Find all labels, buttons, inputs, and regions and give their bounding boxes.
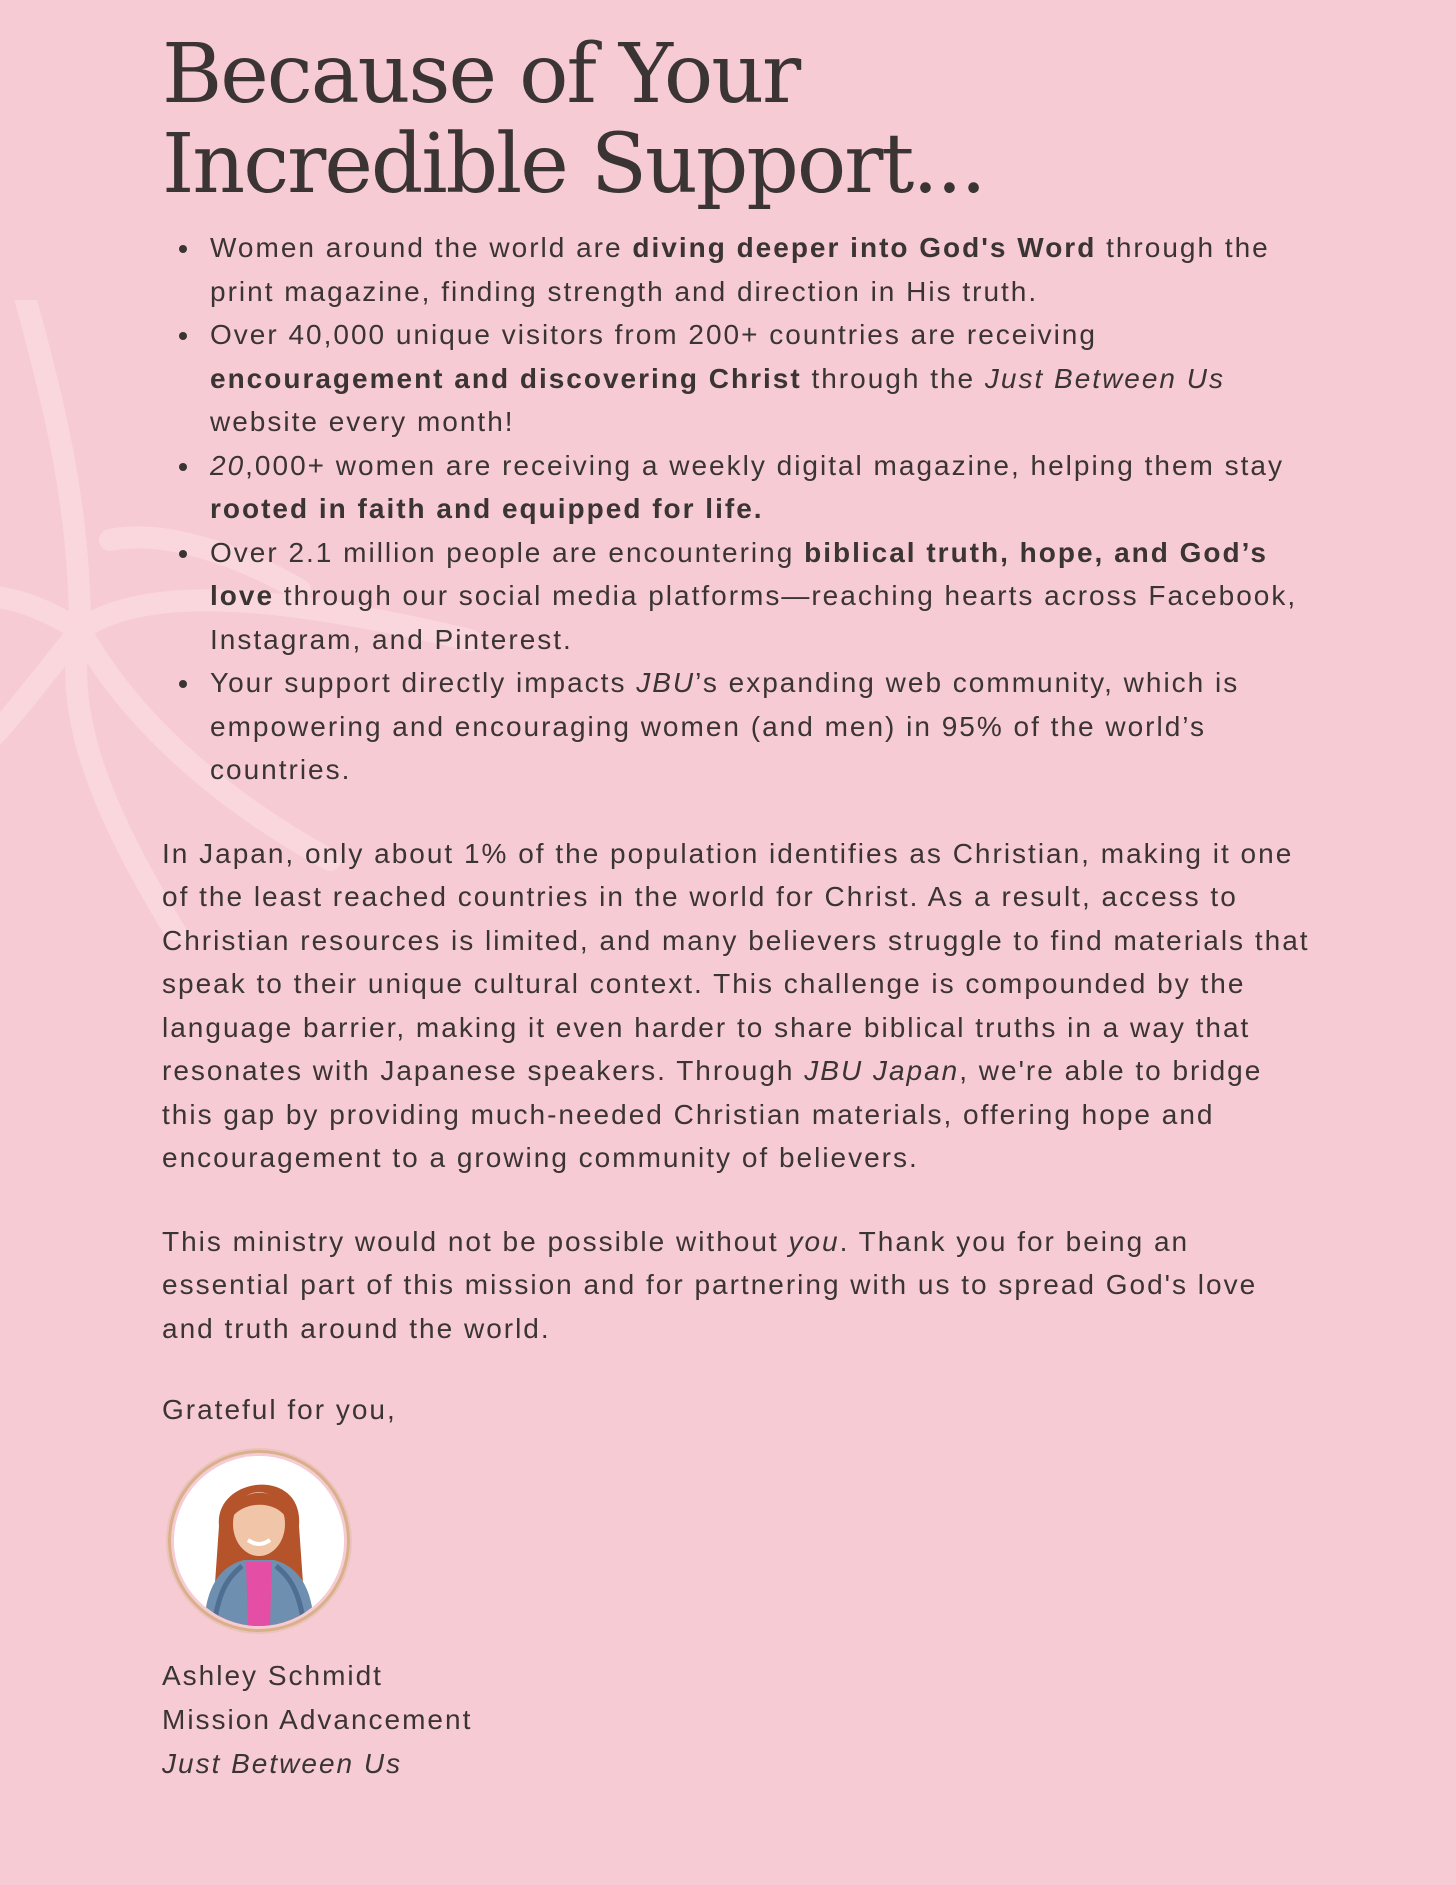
list-item: Over 40,000 unique visitors from 200+ countries are receiving encouragement and discovering Christ through the Just Between Us website every month! [210, 313, 1300, 444]
avatar-photo [174, 1456, 344, 1626]
signature-role: Mission Advancement [162, 1704, 473, 1735]
title-line-2: Incredible Support... [162, 117, 985, 212]
portrait-icon [174, 1456, 344, 1626]
impact-list [162, 226, 1312, 792]
list-item: Over 2.1 million people are encountering biblical truth, hope, and God’s love through our social media platforms—reaching hearts across Facebook, Instagram, and Pinterest. [210, 531, 1300, 662]
list-item: 20,000+ women are receiving a weekly digital magazine, helping them stay rooted in faith and equipped for life. [210, 444, 1300, 531]
avatar [168, 1450, 350, 1632]
signature-name: Ashley Schmidt [162, 1660, 383, 1691]
page-title [162, 27, 1312, 212]
list-item: Women around the world are diving deeper into God's Word through the print magazine, finding strength and direction in His truth. [210, 226, 1300, 313]
signature-block [162, 1654, 1312, 1786]
japan-paragraph: In Japan, only about 1% of the population identifies as Christian, making it one of the least reached countries in the world for Christ. As a result, access to Christian resources is limited, and many believers struggle to find materials that speak to their unique cultural context. This challenge is compounded by the language barrier, making it even harder to share biblical truths in a way that resonates with Japanese speakers. Through JBU Japan, we're able to bridge this gap by providing much-needed Christian materials, offering hope and encouragement to a growing community of believers. [162, 837, 1310, 1173]
page-content [162, 0, 1312, 1786]
list-item: Your support directly impacts JBU’s expanding web community, which is empowering and encouraging women (and men) in 95% of the world’s countries. [210, 661, 1300, 792]
thanks-paragraph: This ministry would not be possible without you. Thank you for being an essential part of this mission and for partnering with us to spread God's love and truth around the world. [162, 1225, 1258, 1344]
closing-line: Grateful for you, [162, 1394, 397, 1425]
signature-org: Just Between Us [162, 1748, 403, 1779]
title-line-1: Because of Your [162, 27, 800, 122]
